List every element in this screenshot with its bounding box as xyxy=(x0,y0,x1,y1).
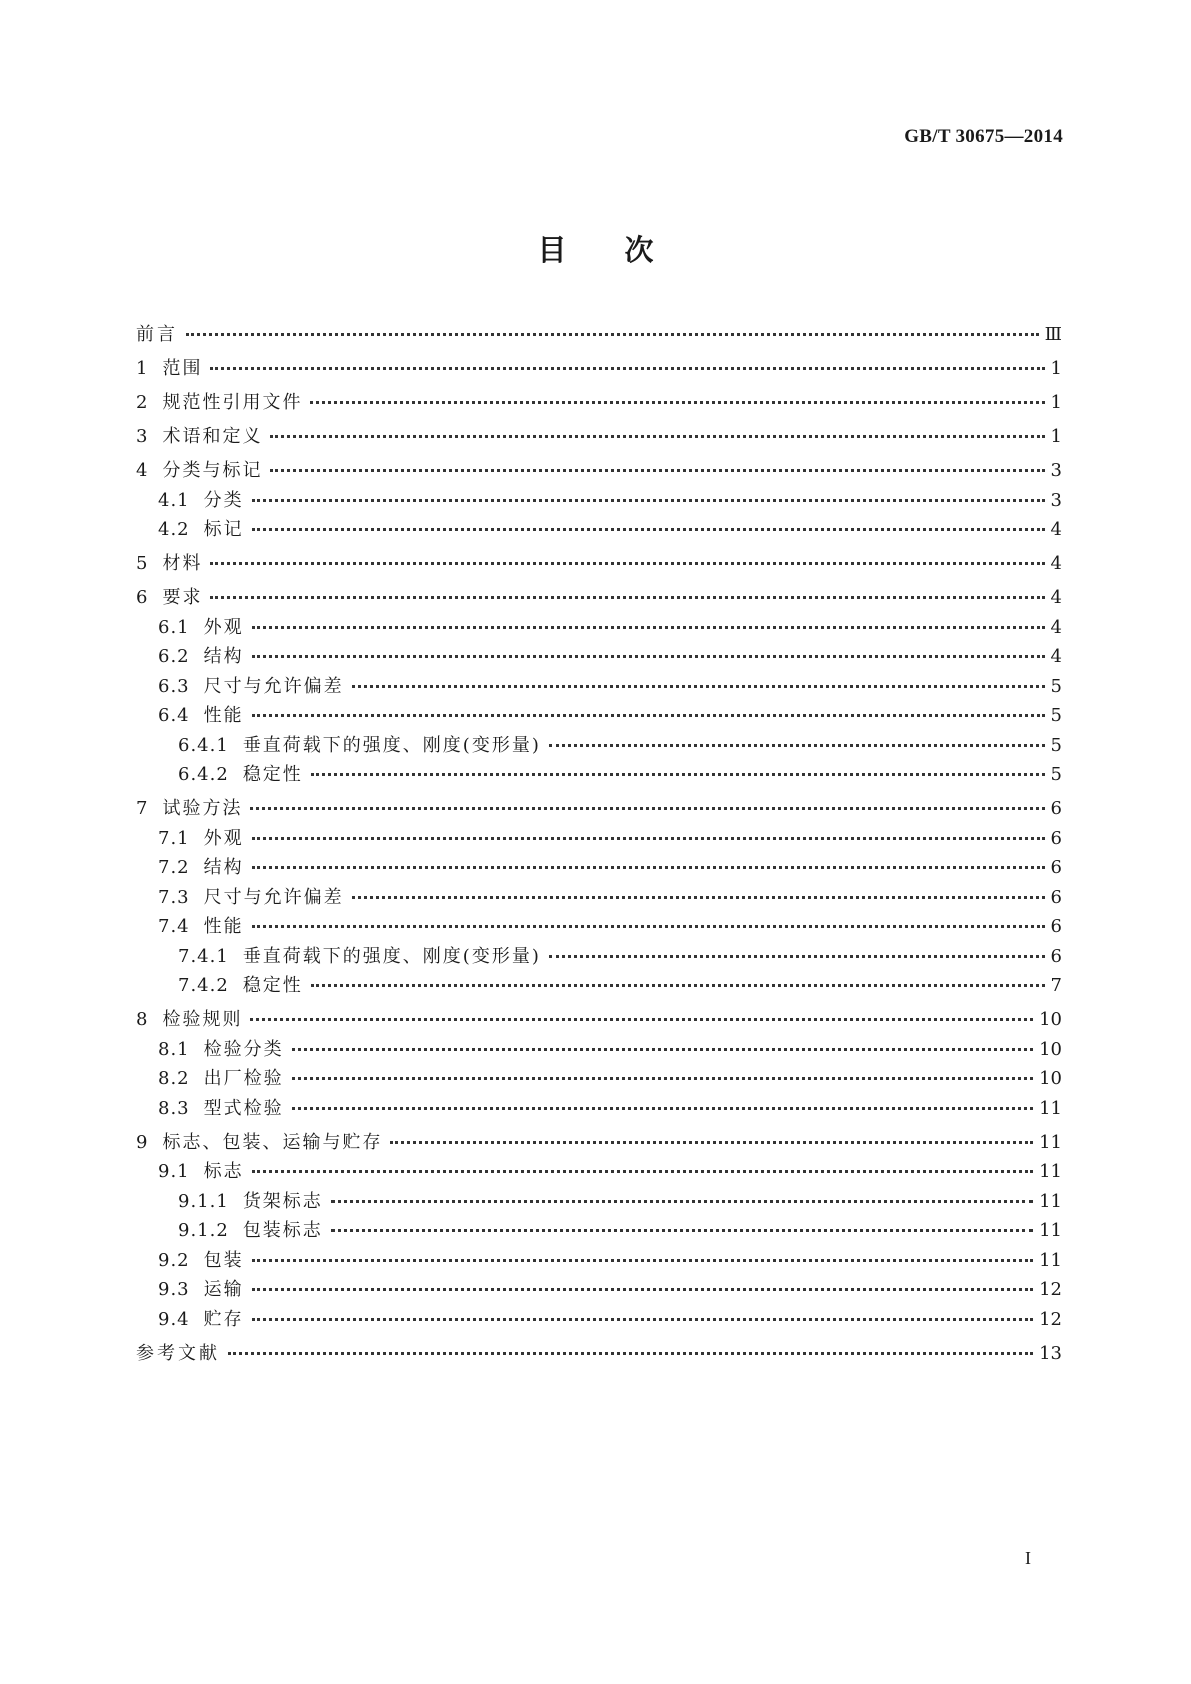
toc-entry-page: 11 xyxy=(1039,1097,1062,1119)
toc-entry-number: 7.1 xyxy=(158,827,190,849)
dot-leader xyxy=(549,744,1045,747)
dot-leader xyxy=(331,1229,1033,1232)
toc-entry-number: 8.3 xyxy=(158,1097,190,1119)
toc-entry[interactable] xyxy=(136,1069,1062,1089)
toc-entry-label: 标志、包装、运输与贮存 xyxy=(162,1131,383,1153)
toc-entry-number: 6.2 xyxy=(158,646,190,667)
toc-entry-number: 8.2 xyxy=(158,1068,190,1089)
dot-leader xyxy=(210,367,1044,370)
toc-entry-page: 11 xyxy=(1039,1249,1062,1271)
toc-entry-number: 6.4 xyxy=(158,705,190,726)
toc-entry[interactable] xyxy=(136,1192,1062,1212)
toc-entry[interactable] xyxy=(136,829,1062,849)
toc-entry-page: 5 xyxy=(1050,675,1062,697)
toc-entry-number: 8.1 xyxy=(158,1038,190,1060)
toc-entry-page: 11 xyxy=(1039,1220,1062,1241)
dot-leader xyxy=(250,1018,1033,1021)
toc-entry[interactable] xyxy=(136,799,1062,819)
toc-entry-number: 6.4.2 xyxy=(178,764,229,785)
toc-entry-label: 材料 xyxy=(162,553,203,574)
toc-entry-label: 垂直荷载下的强度、刚度(变形量) xyxy=(242,734,541,756)
dot-leader xyxy=(252,1288,1033,1291)
toc-entry[interactable] xyxy=(136,976,1062,996)
toc-entry[interactable] xyxy=(136,736,1062,756)
toc-entry[interactable] xyxy=(136,393,1062,413)
toc-entry[interactable] xyxy=(136,1010,1062,1030)
toc-entry-page: 6 xyxy=(1050,886,1062,908)
toc-entry-number: 9.3 xyxy=(158,1279,190,1300)
dot-leader xyxy=(252,499,1045,502)
page-number: I xyxy=(1025,1548,1031,1568)
toc-entry-page: 11 xyxy=(1039,1190,1062,1212)
dot-leader xyxy=(311,773,1045,776)
dot-leader xyxy=(292,1077,1033,1080)
toc-entry-number: 9.2 xyxy=(158,1249,190,1271)
toc-entry-label: 出厂检验 xyxy=(203,1068,284,1089)
dot-leader xyxy=(292,1048,1033,1051)
toc-entry-label: 标记 xyxy=(203,519,244,540)
toc-entry-label: 贮存 xyxy=(203,1308,244,1330)
toc-entry-number: 7.4.1 xyxy=(178,945,229,967)
toc-entry-number: 6.4.1 xyxy=(178,734,229,756)
toc-entry-page: 13 xyxy=(1039,1342,1062,1364)
dot-leader xyxy=(210,562,1044,565)
toc-entry-page: 3 xyxy=(1050,460,1062,481)
dot-leader xyxy=(252,925,1045,928)
toc-entry-label: 包装 xyxy=(203,1249,244,1271)
toc-entry-number: 5 xyxy=(136,553,149,574)
dot-leader xyxy=(252,626,1045,629)
toc-entry-page: 7 xyxy=(1050,975,1062,996)
toc-entry-page: 1 xyxy=(1050,358,1062,379)
toc-entry-page: 6 xyxy=(1050,798,1062,819)
toc-entry[interactable] xyxy=(136,491,1062,511)
toc-entry-page: 4 xyxy=(1050,519,1062,540)
dot-leader xyxy=(331,1200,1033,1203)
toc-entry-number: 2 xyxy=(136,392,149,413)
toc-entry-label: 性能 xyxy=(203,705,244,726)
toc-entry-page: 5 xyxy=(1050,734,1062,756)
dot-leader xyxy=(352,685,1045,688)
toc-entry-page: 5 xyxy=(1050,705,1062,726)
dot-leader xyxy=(210,596,1044,599)
toc-entry[interactable] xyxy=(136,461,1062,481)
toc-entry-number: 9.1 xyxy=(158,1161,190,1182)
toc-entry-number: 4 xyxy=(136,460,149,481)
toc-entry-label: 结构 xyxy=(203,857,244,878)
dot-leader xyxy=(252,714,1045,717)
toc-entry-label: 垂直荷载下的强度、刚度(变形量) xyxy=(242,945,541,967)
toc-entry-label: 前言 xyxy=(136,324,178,345)
toc-entry-label: 规范性引用文件 xyxy=(162,392,303,413)
toc-entry-page: 11 xyxy=(1039,1131,1062,1153)
toc-entry-label: 分类 xyxy=(203,489,244,511)
toc-entry-number: 6 xyxy=(136,587,149,608)
toc-entry-label: 稳定性 xyxy=(242,764,303,785)
toc-entry-number: 9.1.1 xyxy=(178,1190,229,1212)
dot-leader xyxy=(311,984,1045,987)
toc-entry-label: 标志 xyxy=(203,1161,244,1182)
toc-entry-number: 9 xyxy=(136,1131,149,1153)
toc-entry-number: 7.4 xyxy=(158,916,190,937)
dot-leader xyxy=(352,896,1045,899)
toc-entry[interactable] xyxy=(136,647,1062,667)
toc-entry-page: 1 xyxy=(1050,392,1062,413)
toc-entry-page: 12 xyxy=(1039,1308,1062,1330)
toc-entry-page: 6 xyxy=(1050,916,1062,937)
toc-entry-label: 运输 xyxy=(203,1279,244,1300)
dot-leader xyxy=(270,435,1044,438)
dot-leader xyxy=(250,807,1044,810)
dot-leader xyxy=(252,1259,1033,1262)
toc-entry-label: 术语和定义 xyxy=(162,426,263,447)
toc-entry-label: 尺寸与允许偏差 xyxy=(203,675,344,697)
toc-entry-number: 7.4.2 xyxy=(178,975,229,996)
page-title: 目次 xyxy=(537,233,712,267)
toc-entry-page: 4 xyxy=(1050,587,1062,608)
dot-leader xyxy=(252,837,1045,840)
toc-entry[interactable] xyxy=(136,427,1062,447)
toc-entry-page: 10 xyxy=(1039,1068,1062,1089)
dot-leader xyxy=(390,1141,1033,1144)
dot-leader xyxy=(270,469,1044,472)
toc-entry[interactable] xyxy=(136,677,1062,697)
toc-entry-page: 12 xyxy=(1039,1279,1062,1300)
toc-entry-page: 4 xyxy=(1050,553,1062,574)
toc-entry[interactable] xyxy=(136,917,1062,937)
toc-entry-number: 8 xyxy=(136,1009,149,1030)
toc-entry-page: 5 xyxy=(1050,764,1062,785)
toc-entry[interactable] xyxy=(136,765,1062,785)
toc-entry-label: 包装标志 xyxy=(242,1220,323,1241)
toc-entry-label: 检验规则 xyxy=(162,1009,243,1030)
toc-entry-page: 10 xyxy=(1039,1038,1062,1060)
toc-entry-label: 尺寸与允许偏差 xyxy=(203,886,344,908)
toc-entry-label: 要求 xyxy=(162,587,203,608)
toc-entry-label: 试验方法 xyxy=(162,798,243,819)
toc-entry[interactable] xyxy=(136,706,1062,726)
dot-leader xyxy=(228,1352,1033,1355)
toc-entry-page: 6 xyxy=(1050,827,1062,849)
toc-entry-label: 检验分类 xyxy=(203,1038,284,1060)
toc-entry[interactable] xyxy=(136,588,1062,608)
toc-entry-label: 型式检验 xyxy=(203,1097,284,1119)
toc-entry-page: 1 xyxy=(1050,426,1062,447)
toc-entry[interactable] xyxy=(136,858,1062,878)
toc-entry-number: 7.3 xyxy=(158,886,190,908)
toc-entry[interactable] xyxy=(136,1162,1062,1182)
dot-leader xyxy=(549,955,1045,958)
toc-entry[interactable] xyxy=(136,359,1062,379)
toc-entry[interactable] xyxy=(136,888,1062,908)
toc-entry-page: 11 xyxy=(1039,1161,1062,1182)
dot-leader xyxy=(252,528,1045,531)
dot-leader xyxy=(292,1107,1033,1110)
dot-leader xyxy=(252,866,1045,869)
toc-entry[interactable] xyxy=(136,1251,1062,1271)
dot-leader xyxy=(310,401,1044,404)
standard-code: GB/T 30675—2014 xyxy=(904,126,1063,147)
toc-entry[interactable] xyxy=(136,1280,1062,1300)
toc-entry-number: 4.2 xyxy=(158,519,190,540)
toc-entry-number: 7.2 xyxy=(158,857,190,878)
toc-entry-number: 4.1 xyxy=(158,489,190,511)
toc-entry[interactable] xyxy=(136,947,1062,967)
toc-entry[interactable] xyxy=(136,1040,1062,1060)
dot-leader xyxy=(252,1318,1033,1321)
toc-entry-page: 6 xyxy=(1050,857,1062,878)
toc-entry-number: 7 xyxy=(136,798,149,819)
toc-entry[interactable] xyxy=(136,618,1062,638)
table-of-contents xyxy=(136,325,1062,1364)
toc-entry[interactable] xyxy=(136,1344,1062,1364)
toc-entry-number: 6.1 xyxy=(158,616,190,638)
dot-leader xyxy=(252,1170,1033,1173)
toc-entry-page: 3 xyxy=(1050,489,1062,511)
toc-entry[interactable] xyxy=(136,1133,1062,1153)
toc-entry[interactable] xyxy=(136,554,1062,574)
toc-entry-label: 结构 xyxy=(203,646,244,667)
toc-entry-label: 性能 xyxy=(203,916,244,937)
toc-entry-label: 外观 xyxy=(203,827,244,849)
toc-entry-label: 稳定性 xyxy=(242,975,303,996)
toc-entry-number: 9.1.2 xyxy=(178,1220,229,1241)
toc-entry-number: 6.3 xyxy=(158,675,190,697)
toc-entry-label: 外观 xyxy=(203,616,244,638)
toc-entry[interactable] xyxy=(136,1221,1062,1241)
dot-leader xyxy=(252,655,1045,658)
toc-entry[interactable] xyxy=(136,325,1062,345)
toc-entry-page: 4 xyxy=(1050,646,1062,667)
toc-entry-number: 1 xyxy=(136,358,149,379)
toc-entry-page: 10 xyxy=(1039,1009,1062,1030)
dot-leader xyxy=(186,333,1039,336)
toc-entry-page: 6 xyxy=(1050,945,1062,967)
toc-entry-label: 参考文献 xyxy=(136,1342,220,1364)
toc-entry[interactable] xyxy=(136,1099,1062,1119)
toc-entry-page: 4 xyxy=(1050,616,1062,638)
toc-entry[interactable] xyxy=(136,520,1062,540)
toc-entry-number: 3 xyxy=(136,426,149,447)
toc-entry-label: 范围 xyxy=(162,358,203,379)
toc-entry-label: 货架标志 xyxy=(242,1190,323,1212)
toc-entry-label: 分类与标记 xyxy=(162,460,263,481)
toc-entry-page: Ⅲ xyxy=(1044,324,1062,345)
toc-entry-number: 9.4 xyxy=(158,1308,190,1330)
toc-entry[interactable] xyxy=(136,1310,1062,1330)
